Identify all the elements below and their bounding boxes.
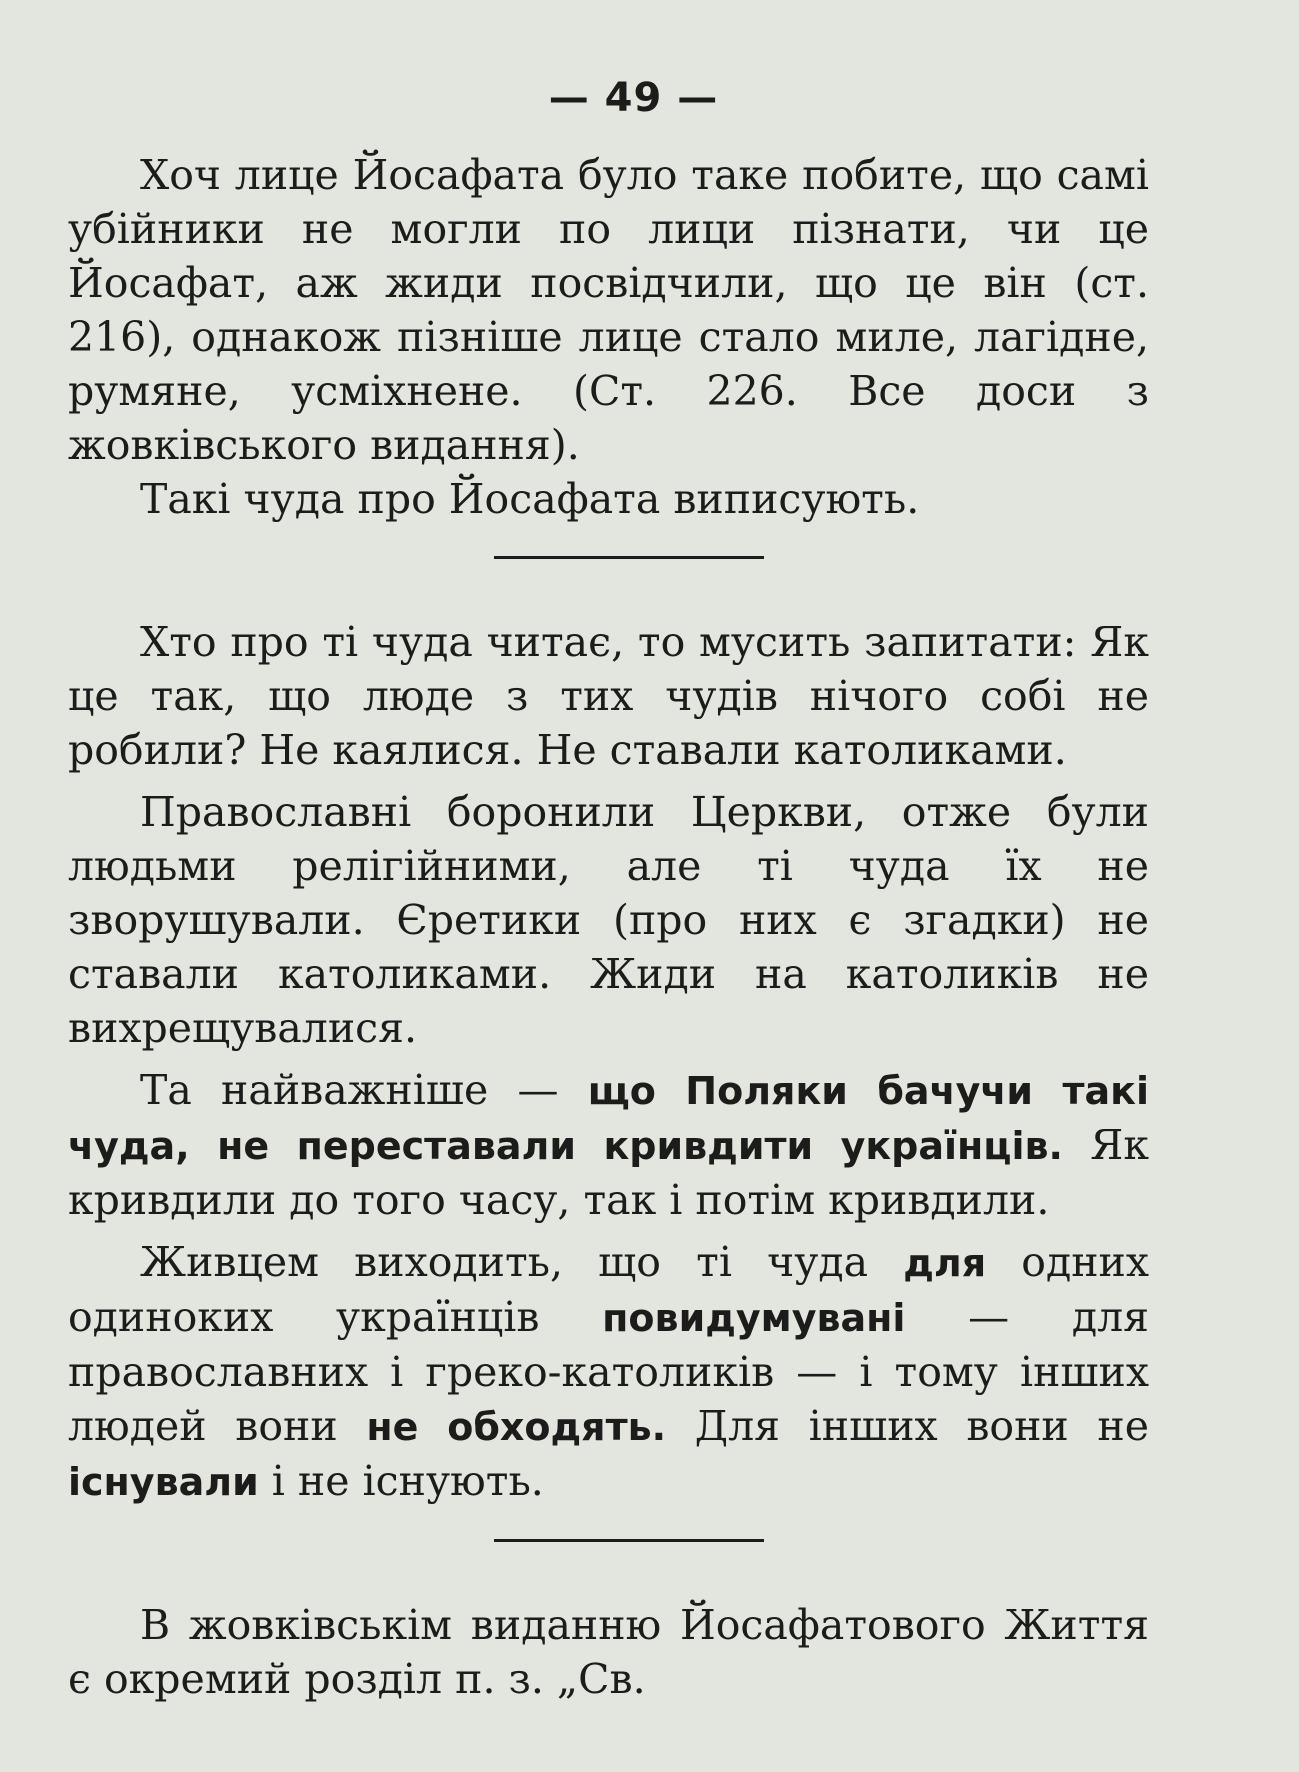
section-divider-2 — [494, 1539, 764, 1542]
paragraph-6-mid-2: — для православних і греко-католиків — і тому інших людей вони — [68, 1293, 1149, 1450]
paragraph-6-mid-1: одних одиноких українців — [68, 1238, 1149, 1341]
paragraph-5-end: Як кривдили до того часу, так і потім кривдили. — [68, 1121, 1149, 1224]
paragraph-4: Православні боронили Церкви, отже були людьми релігійними, але ті чуда їх не зворушували. Єретики (про них є згадки) не ставали католиками. Жиди на католиків не вихрещувалися. — [68, 788, 1149, 1052]
section-divider-1 — [494, 556, 764, 559]
paragraph-7: В жовківськім виданню Йосафатового Життя є окремий розділ п. з. „Св. — [68, 1601, 1149, 1703]
paragraph-6 — [68, 1235, 1149, 1509]
paragraph-5 — [68, 1063, 1149, 1227]
paragraph-6-bold-4: існували — [68, 1460, 259, 1504]
paragraph-6-start: Живцем виходить, що ті чуда — [140, 1238, 904, 1286]
paragraph-6-bold-2: повидумувані — [602, 1296, 906, 1340]
paragraph-6-mid-3: Для інших вони не — [666, 1402, 1150, 1450]
page-number: — 49 — — [548, 75, 719, 121]
paragraph-1: Хоч лице Йосафата було таке побите, що самі убійники не могли по лици пізнати, чи це Йосафат, аж жиди посвідчили, що це він (ст. 216), однакож пізніше лице стало миле, лагідне, румяне, усміхнене. (Ст. 226. Все доси з жовківського видання). — [68, 151, 1149, 469]
paragraph-6-bold-1: для — [903, 1241, 987, 1285]
paragraph-5-bold: що Поляки бачучи такі чуда, не переставали кривдити українців. — [68, 1069, 1149, 1168]
paragraph-3: Хто про ті чуда читає, то мусить запитати: Як це так, що люде з тих чудів нічого собі не робили? Не каялися. Не ставали католиками. — [68, 618, 1149, 774]
paragraph-2: Такі чуда про Йосафата виписують. — [140, 475, 920, 523]
paragraph-6-bold-3: не обходять. — [366, 1405, 667, 1449]
paragraph-6-end: і не існують. — [258, 1457, 544, 1505]
paragraph-5-start: Та найважніше — — [140, 1066, 588, 1114]
